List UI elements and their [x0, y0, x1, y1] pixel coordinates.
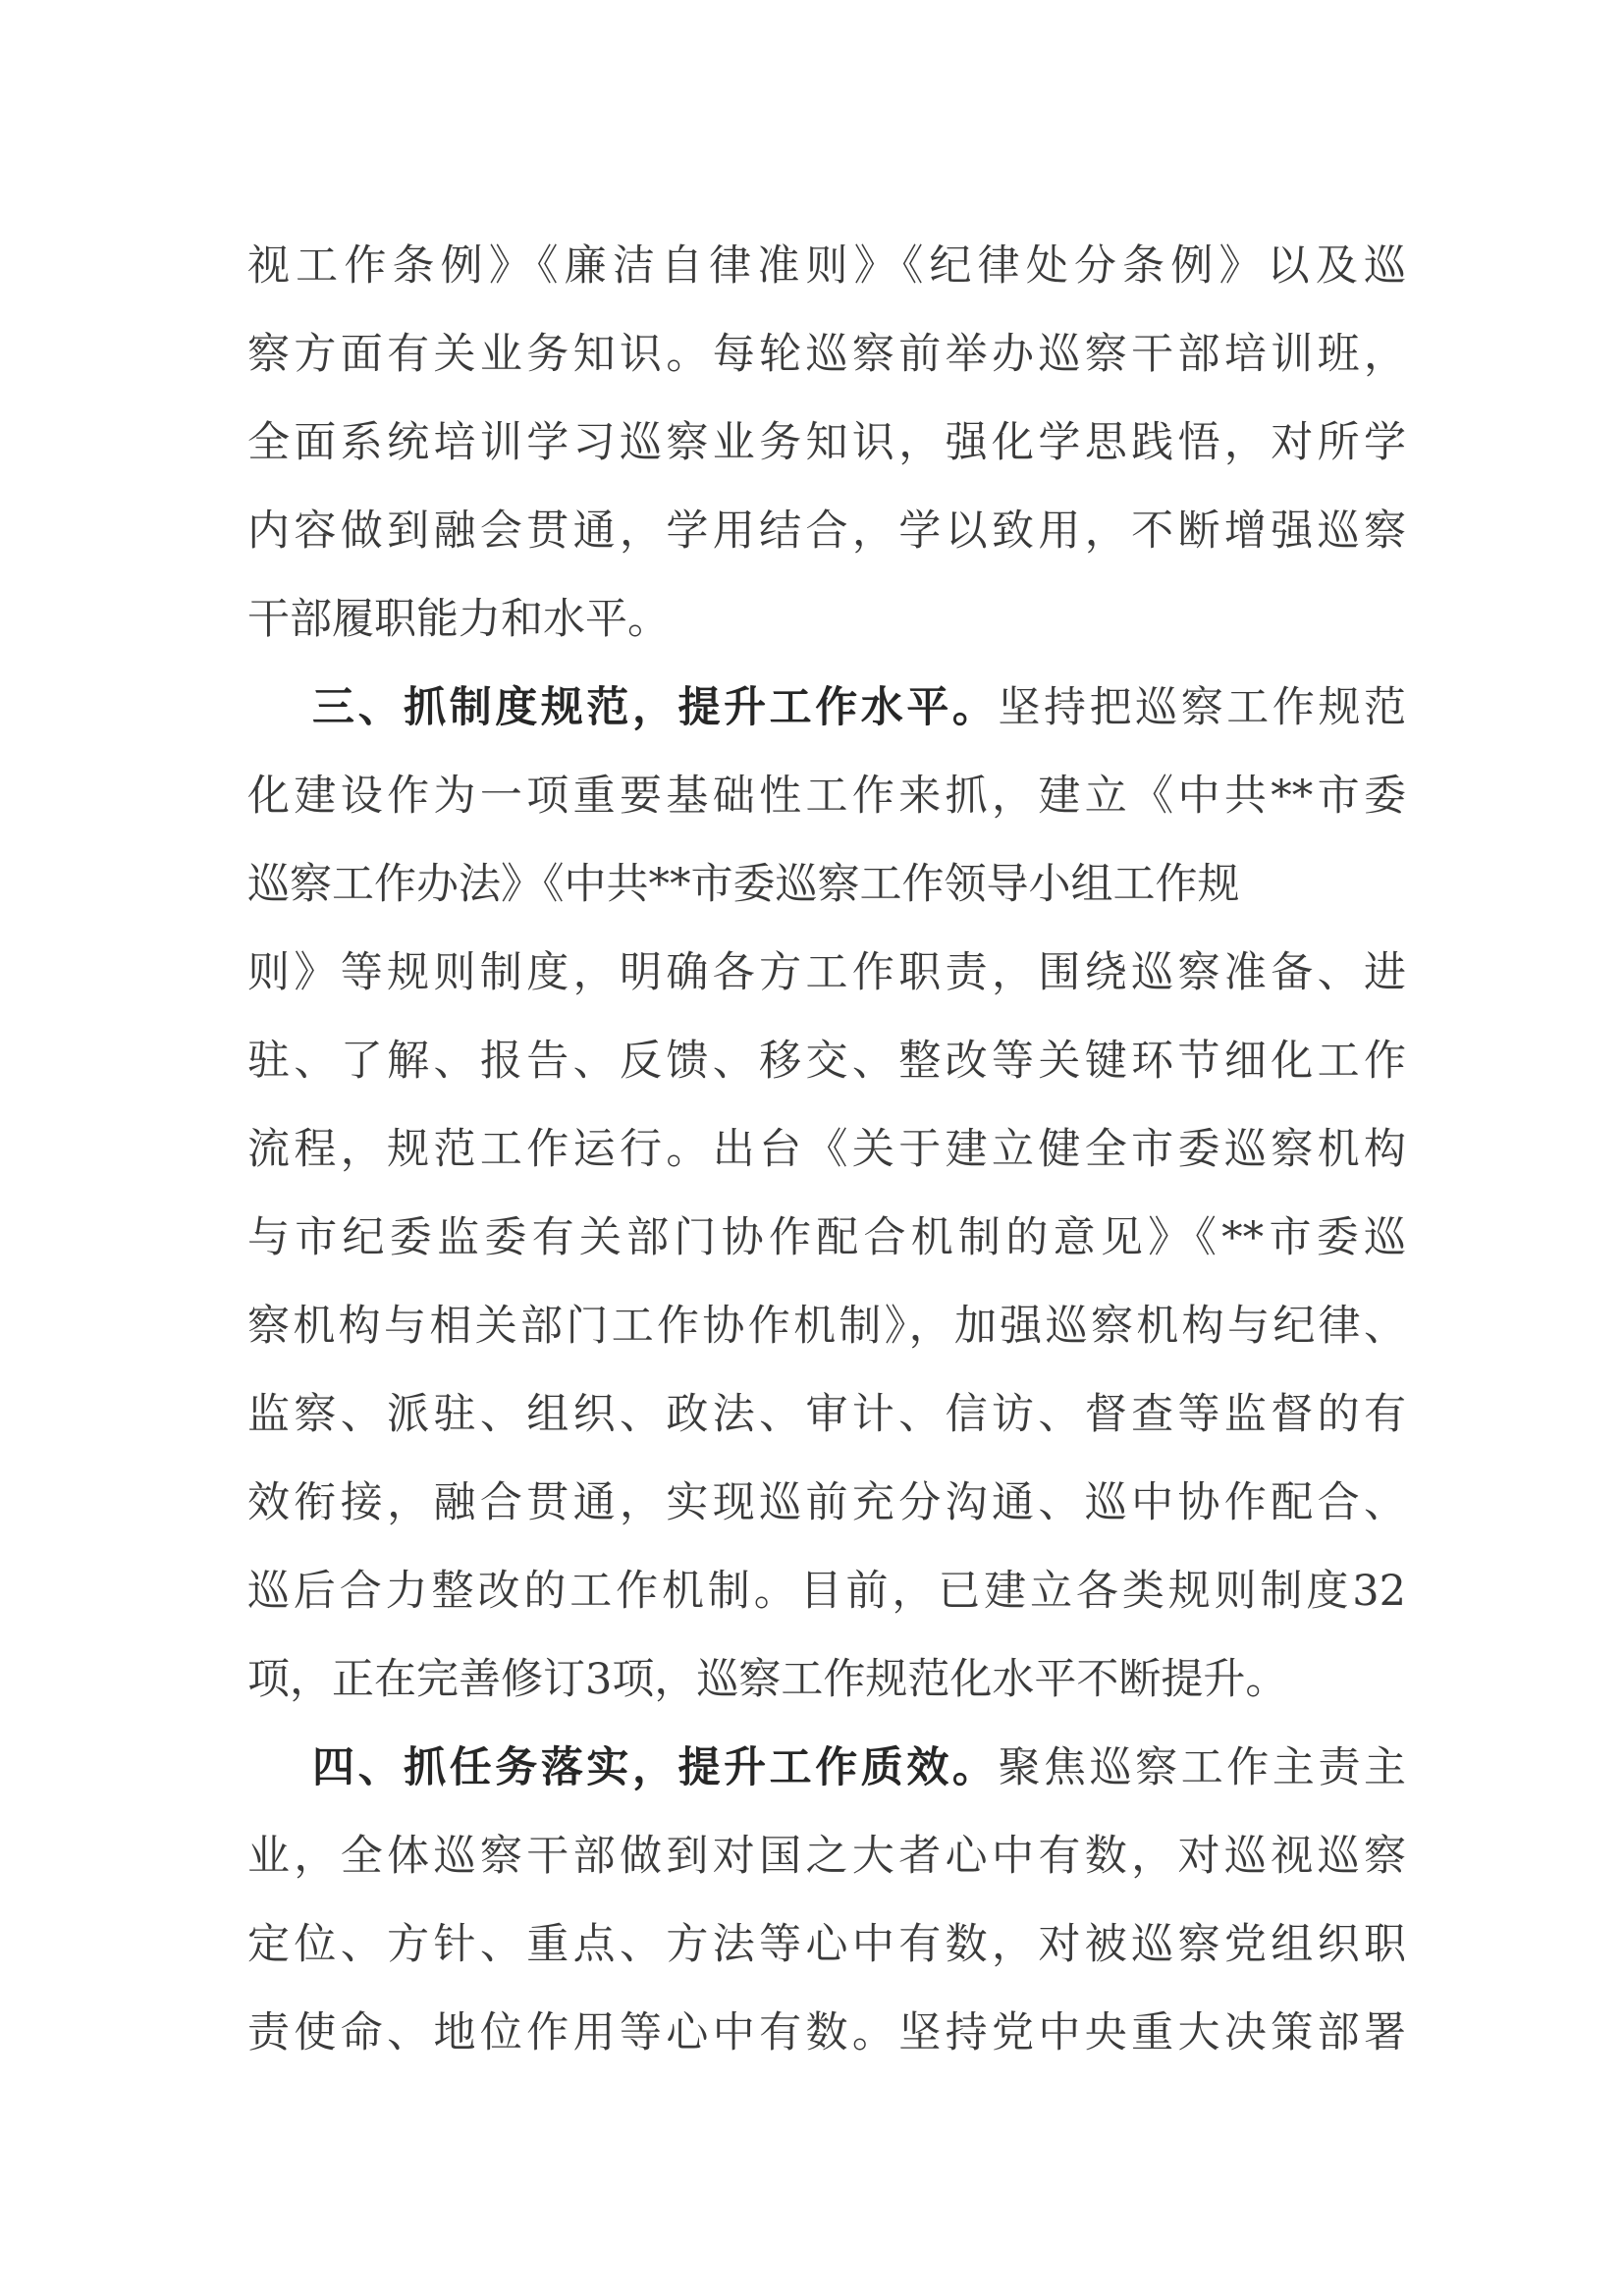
paragraph-2-line-1	[247, 664, 1406, 752]
paragraph-1-line-5: 干部履职能力和水平。	[247, 595, 670, 644]
paragraph-2-line-9: 监察、派驻、组织、政法、审计、信访、督查等监督的有	[247, 1390, 1406, 1439]
paragraph-2-line-10: 效衔接，融合贯通，实现巡前充分沟通、巡中协作配合、	[247, 1478, 1406, 1527]
paragraph-2-line-5: 驻、了解、报告、反馈、移交、整改等关键环节细化工作	[247, 1037, 1406, 1086]
paragraph-3-line-4: 责使命、地位作用等心中有数。坚持党中央重大决策部署	[247, 2008, 1406, 2057]
paragraph-2-line-7: 与市纪委监委有关部门协作配合机制的意见》《**市委巡	[247, 1213, 1406, 1262]
paragraph-2-line-6: 流程，规范工作运行。出台《关于建立健全市委巡察机构	[247, 1125, 1406, 1174]
paragraph-1-line-3: 全面系统培训学习巡察业务知识，强化学思践悟，对所学	[247, 418, 1406, 467]
document-body	[247, 222, 1406, 2077]
paragraph-2-first-line-text: 坚持把巡察工作规范	[998, 683, 1406, 732]
paragraph-2-line-8: 察机构与相关部门工作协作机制》，加强巡察机构与纪律、	[247, 1302, 1406, 1351]
paragraph-1-line-4: 内容做到融会贯通，学用结合，学以致用，不断增强巡察	[247, 507, 1406, 556]
paragraph-3-line-3: 定位、方针、重点、方法等心中有数，对被巡察党组织职	[247, 1920, 1406, 1969]
paragraph-2-line-4: 则》等规则制度，明确各方工作职责，围绕巡察准备、进	[247, 948, 1406, 997]
paragraph-3-first-line-text: 聚焦巡察工作主责主	[998, 1743, 1406, 1792]
paragraph-3-line-2: 业，全体巡察干部做到对国之大者心中有数，对巡视巡察	[247, 1832, 1406, 1881]
paragraph-3-line-1	[247, 1724, 1406, 1812]
paragraph-1-line-2: 察方面有关业务知识。每轮巡察前举办巡察干部培训班，	[247, 330, 1406, 379]
paragraph-1-line-1: 视工作条例》《廉洁自律准则》《纪律处分条例》以及巡	[247, 241, 1406, 291]
paragraph-2-line-12: 项，正在完善修订3项，巡察工作规范化水平不断提升。	[247, 1655, 1288, 1704]
paragraph-2-line-3: 巡察工作办法》《中共**市委巡察工作领导小组工作规	[247, 860, 1240, 909]
section-4-heading: 四、抓任务落实，提升工作质效。	[312, 1743, 999, 1792]
paragraph-2-line-11: 巡后合力整改的工作机制。目前，已建立各类规则制度32	[247, 1567, 1406, 1616]
section-3-heading: 三、抓制度规范，提升工作水平。	[312, 683, 999, 732]
paragraph-2-line-2: 化建设作为一项重要基础性工作来抓，建立《中共**市委	[247, 772, 1406, 821]
